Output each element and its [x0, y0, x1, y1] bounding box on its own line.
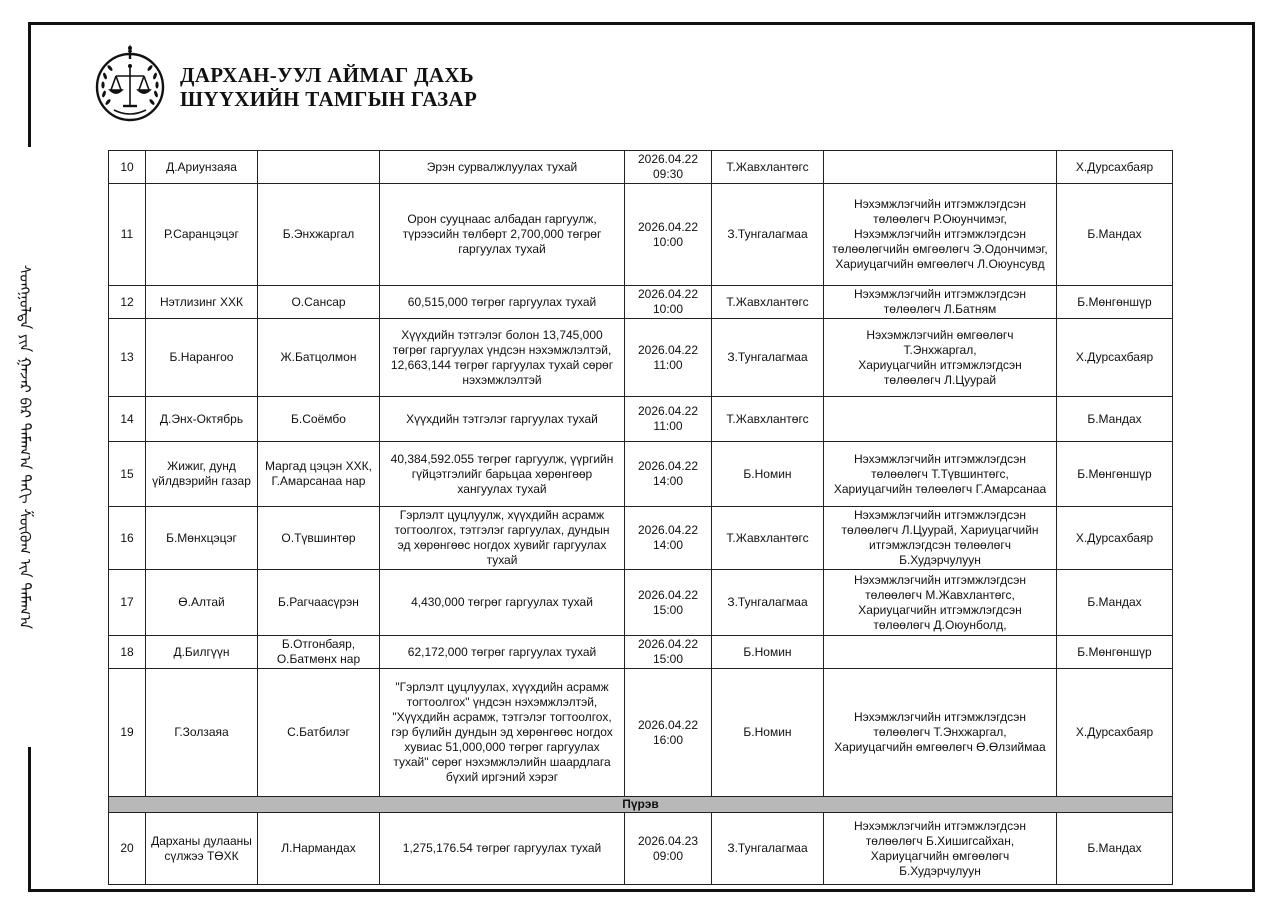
datetime-cell: 2026.04.22 09:30 — [625, 151, 712, 184]
table-row — [109, 669, 1173, 797]
claim-cell: Хүүхдийн тэтгэлэг болон 13,745,000 төгрөг гаргуулах үндсэн нэхэмжлэлтэй, 12,663,144 төгрөг гаргуулах тухай сөрөг нэхэмжлэлтэй — [380, 319, 625, 397]
secretary-cell: Б.Мандах — [1057, 813, 1173, 885]
header-title-line2: ШҮҮХИЙН ТАМГЫН ГАЗАР — [180, 87, 478, 111]
table-row — [109, 813, 1173, 885]
claim-cell: Орон сууцнаас албадан гаргуулж, түрээсийн төлбөрт 2,700,000 төгрөг гаргуулах тухай — [380, 184, 625, 286]
plaintiff-cell: Д.Энх-Октябрь — [146, 397, 258, 442]
defendant-cell: Б.Соёмбо — [258, 397, 380, 442]
case-number: 10 — [109, 151, 146, 184]
case-number: 17 — [109, 570, 146, 636]
day-divider-label: Пүрэв — [109, 797, 1173, 813]
plaintiff-cell: Г.Золзаяа — [146, 669, 258, 797]
table-row — [109, 286, 1173, 319]
case-number: 18 — [109, 636, 146, 669]
defendant-cell: Ж.Батцолмон — [258, 319, 380, 397]
plaintiff-cell: Жижиг, дунд үйлдвэрийн газар — [146, 442, 258, 507]
datetime-cell: 2026.04.23 09:00 — [625, 813, 712, 885]
claim-cell: "Гэрлэлт цуцлуулах, хүүхдийн асрамж тогтоолгох" үндсэн нэхэмжлэлтэй, "Хүүхдийн асрамж, тэтгэлэг тогтоолгох, гэр бүлийн дундын эд хөрөнгөөс ногдох хувиас 51,000,000 төгрөг гаргуулах тухай" сөрөг нэхэмжлэлийн шаардлага бүхий иргэний хэрэг — [380, 669, 625, 797]
claim-cell: Гэрлэлт цуцлуулж, хүүхдийн асрамж тогтоолгох, тэтгэлэг гаргуулах, дундын эд хөрөнгөөс ногдох хувийг гаргуулах тухай — [380, 507, 625, 570]
table-row — [109, 397, 1173, 442]
secretary-cell: Б.Мөнгөншүр — [1057, 636, 1173, 669]
judge-cell: Т.Жавхлантөгс — [712, 507, 824, 570]
claim-cell: 60,515,000 төгрөг гаргуулах тухай — [380, 286, 625, 319]
datetime-cell: 2026.04.22 11:00 — [625, 319, 712, 397]
defendant-cell: О.Сансар — [258, 286, 380, 319]
participants-cell: Нэхэмжлэгчийн итгэмжлэгдсэн төлөөлөгч Л.Батням — [824, 286, 1057, 319]
participants-cell: Нэхэмжлэгчийн итгэмжлэгдсэн төлөөлөгч Т.Түвшинтөгс, Хариуцагчийн төлөөлөгч Г.Амарсанаа — [824, 442, 1057, 507]
defendant-cell: Б.Отгонбаяр, О.Батмөнх нар — [258, 636, 380, 669]
datetime-cell: 2026.04.22 14:00 — [625, 442, 712, 507]
secretary-cell: Х.Дурсахбаяр — [1057, 319, 1173, 397]
defendant-cell — [258, 151, 380, 184]
claim-cell: 40,384,592.055 төгрөг гаргуулж, үүргийн гүйцэтгэлийг барьцаа хөрөнгөөр хангуулах тухай — [380, 442, 625, 507]
secretary-cell: Б.Мандах — [1057, 184, 1173, 286]
claim-cell: 4,430,000 төгрөг гаргуулах тухай — [380, 570, 625, 636]
defendant-cell: Л.Нармандах — [258, 813, 380, 885]
datetime-cell: 2026.04.22 15:00 — [625, 636, 712, 669]
claim-cell: 62,172,000 төгрөг гаргуулах тухай — [380, 636, 625, 669]
secretary-cell: Б.Мандах — [1057, 570, 1173, 636]
plaintiff-cell: Б.Нарангоо — [146, 319, 258, 397]
plaintiff-cell: Д.Билгүүн — [146, 636, 258, 669]
defendant-cell: Б.Энхжаргал — [258, 184, 380, 286]
plaintiff-cell: Нэтлизинг ХХК — [146, 286, 258, 319]
datetime-cell: 2026.04.22 11:00 — [625, 397, 712, 442]
participants-cell: Нэхэмжлэгчийн итгэмжлэгдсэн төлөөлөгч Р.Оюунчимэг, Нэхэмжлэгчийн итгэмжлэгдсэн төлөөлөгчийн өмгөөлөгч Э.Одончимэг, Хариуцагчийн өмгөөлөгч Л.Оюунсувд — [824, 184, 1057, 286]
judge-cell: З.Тунгалагмаа — [712, 570, 824, 636]
judge-cell: Б.Номин — [712, 669, 824, 797]
secretary-cell: Б.Мөнгөншүр — [1057, 442, 1173, 507]
datetime-cell: 2026.04.22 15:00 — [625, 570, 712, 636]
table-row — [109, 570, 1173, 636]
judge-cell: Т.Жавхлантөгс — [712, 397, 824, 442]
judge-cell: Б.Номин — [712, 636, 824, 669]
judge-cell: З.Тунгалагмаа — [712, 319, 824, 397]
plaintiff-cell: Ө.Алтай — [146, 570, 258, 636]
participants-cell: Нэхэмжлэгчийн өмгөөлөгч Т.Энхжаргал, Хариуцагчийн итгэмжлэгдсэн төлөөлөгч Л.Цуурай — [824, 319, 1057, 397]
table-row — [109, 442, 1173, 507]
secretary-cell: Б.Мандах — [1057, 397, 1173, 442]
secretary-cell: Х.Дурсахбаяр — [1057, 507, 1173, 570]
claim-cell: 1,275,176.54 төгрөг гаргуулах тухай — [380, 813, 625, 885]
table-row — [109, 507, 1173, 570]
datetime-cell: 2026.04.22 16:00 — [625, 669, 712, 797]
case-number: 20 — [109, 813, 146, 885]
datetime-cell: 2026.04.22 10:00 — [625, 184, 712, 286]
judge-cell: Т.Жавхлантөгс — [712, 151, 824, 184]
secretary-cell: Х.Дурсахбаяр — [1057, 669, 1173, 797]
defendant-cell: О.Түвшинтөр — [258, 507, 380, 570]
participants-cell: Нэхэмжлэгчийн итгэмжлэгдсэн төлөөлөгч М.Жавхлантөгс, Хариуцагчийн итгэмжлэгдсэн төлөөлөгч Д.Оюунболд, — [824, 570, 1057, 636]
day-divider-row — [109, 797, 1173, 813]
header-title-line1: ДАРХАН-УУЛ АЙМАГ ДАХЬ — [180, 63, 474, 87]
defendant-cell: Маргад цэцэн ХХК, Г.Амарсанаа нар — [258, 442, 380, 507]
case-number: 15 — [109, 442, 146, 507]
plaintiff-cell: Д.Ариунзаяа — [146, 151, 258, 184]
case-number: 14 — [109, 397, 146, 442]
participants-cell — [824, 636, 1057, 669]
case-number: 13 — [109, 319, 146, 397]
defendant-cell: С.Батбилэг — [258, 669, 380, 797]
plaintiff-cell: Дарханы дулааны сүлжээ ТӨХК — [146, 813, 258, 885]
table-row — [109, 319, 1173, 397]
plaintiff-cell: Р.Саранцэцэг — [146, 184, 258, 286]
judge-cell: Б.Номин — [712, 442, 824, 507]
datetime-cell: 2026.04.22 14:00 — [625, 507, 712, 570]
side-mongolian-script: ᠰᠣᠩᠭ᠋ᠣᠯᠲᠠ ᠶᠢᠨ ᠭᠠᠵᠠᠷ ᠪᠠᠷ ᠲᠠᠮᠠᠭ᠎ᠠ ᠳᠠᠬᠢ ᠱᠦᠭᠦᠬ ᠢᠨ ᠲᠠᠮᠠᠭ᠎ᠠ — [15, 147, 41, 747]
hearing-schedule-table — [108, 150, 1173, 885]
secretary-cell: Б.Мөнгөншүр — [1057, 286, 1173, 319]
participants-cell — [824, 151, 1057, 184]
judge-cell: З.Тунгалагмаа — [712, 813, 824, 885]
table-row — [109, 636, 1173, 669]
judge-cell: Т.Жавхлантөгс — [712, 286, 824, 319]
case-number: 12 — [109, 286, 146, 319]
table-row — [109, 151, 1173, 184]
judge-cell: З.Тунгалагмаа — [712, 184, 824, 286]
page-header — [88, 42, 477, 132]
claim-cell: Хүүхдийн тэтгэлэг гаргуулах тухай — [380, 397, 625, 442]
case-number: 16 — [109, 507, 146, 570]
secretary-cell: Х.Дурсахбаяр — [1057, 151, 1173, 184]
defendant-cell: Б.Рагчаасүрэн — [258, 570, 380, 636]
participants-cell: Нэхэмжлэгчийн итгэмжлэгдсэн төлөөлөгч Т.Энхжаргал, Хариуцагчийн өмгөөлөгч Ө.Өлзиймаа — [824, 669, 1057, 797]
participants-cell — [824, 397, 1057, 442]
participants-cell: Нэхэмжлэгчийн итгэмжлэгдсэн төлөөлөгч Б.Хишигсайхан, Хариуцагчийн өмгөөлөгч Б.Худэрчулуун — [824, 813, 1057, 885]
datetime-cell: 2026.04.22 10:00 — [625, 286, 712, 319]
case-number: 19 — [109, 669, 146, 797]
side-vertical-rule — [18, 122, 40, 770]
table-row — [109, 184, 1173, 286]
participants-cell: Нэхэмжлэгчийн итгэмжлэгдсэн төлөөлөгч Л.Цуурай, Хариуцагчийн итгэмжлэгдсэн төлөөлөгч Б.Худэрчулуун — [824, 507, 1057, 570]
case-number: 11 — [109, 184, 146, 286]
court-emblem-icon — [88, 42, 172, 132]
plaintiff-cell: Б.Мөнхцэцэг — [146, 507, 258, 570]
claim-cell: Эрэн сурвалжлуулах тухай — [380, 151, 625, 184]
